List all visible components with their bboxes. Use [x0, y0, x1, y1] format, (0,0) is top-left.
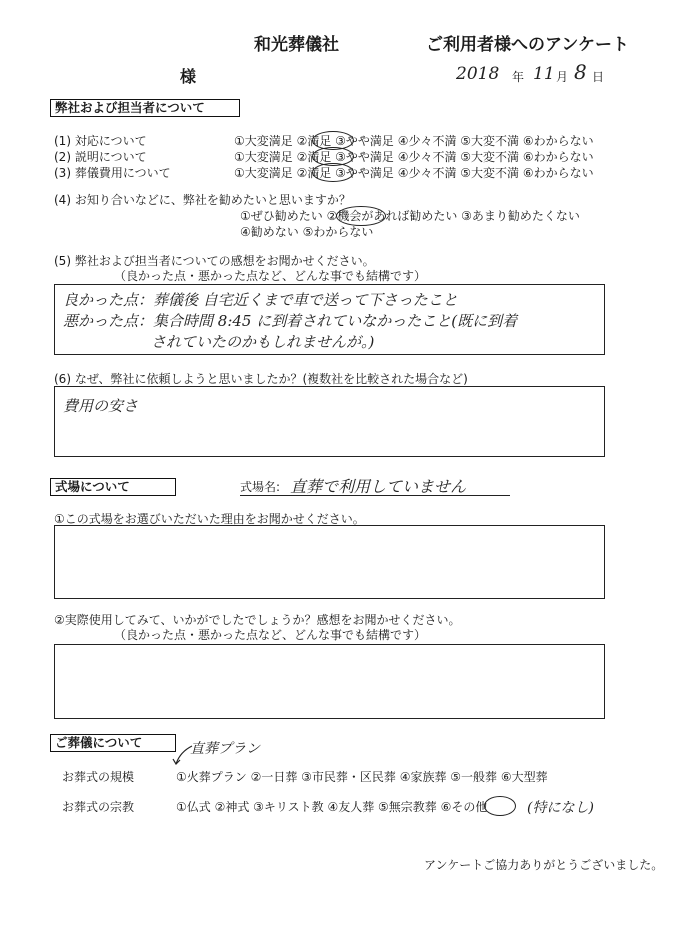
venue-label: 式場名: [240, 480, 281, 494]
selection-circle [312, 163, 354, 182]
q1-options: ①大変満足 ②満足 ③やや満足 ④少々不満 ⑤大変不満 ⑥わからない [234, 134, 594, 148]
date-day: 8 [574, 60, 587, 84]
q5-answer-line3: されていたのかもしれませんが。) [151, 333, 375, 351]
customer-sama: 様 [180, 67, 197, 86]
venue-q1-answer-box [54, 525, 605, 599]
religion-options: ①仏式 ②神式 ③キリスト教 ④友人葬 ⑤無宗教葬 ⑥その他 [176, 800, 488, 814]
date-year: 2018 [456, 64, 500, 84]
scale-options: ①火葬プラン ②一日葬 ③市民葬・区民葬 ④家族葬 ⑤一般葬 ⑥大型葬 [176, 770, 548, 784]
q6-answer-box [54, 386, 605, 457]
q4-options-line2: ④勧めない ⑤わからない [240, 225, 374, 239]
q4-label: (4) お知り合いなどに、弊社を勧めたいと思いますか？ [54, 193, 351, 207]
q4-options-line1: ①ぜひ勧めたい ②機会があれば勧めたい ③あまり勧めたくない [240, 209, 580, 223]
q2-options: ①大変満足 ②満足 ③やや満足 ④少々不満 ⑤大変不満 ⑥わからない [234, 150, 594, 164]
company-name: 和光葬儀社 [254, 35, 339, 55]
date-year-unit: 年 [512, 70, 525, 84]
selection-circle [484, 796, 516, 816]
date-month-unit: 月 [556, 70, 569, 84]
q1-label: (1) 対応について [54, 134, 147, 148]
q5-answer-line2: 悪かった点：集合時間 8:45 に到着されていなかったこと(既に到着 [63, 312, 518, 330]
date-day-unit: 日 [592, 70, 605, 84]
scale-label: お葬式の規模 [62, 770, 135, 784]
section-heading-venue: 式場について [50, 478, 176, 496]
selection-circle [336, 206, 386, 226]
q6-label: (6) なぜ、弊社に依頼しようと思いましたか？(複数社を比較された場合など) [54, 372, 468, 386]
q3-label: (3) 葬儀費用について [54, 166, 171, 180]
section-heading-company: 弊社および担当者について [50, 99, 240, 117]
section-heading-funeral: ご葬儀について [50, 734, 176, 752]
q5-answer-box [54, 284, 605, 355]
religion-label: お葬式の宗教 [62, 800, 135, 814]
q2-label: (2) 説明について [54, 150, 147, 164]
q5-subtext: （良かった点・悪かった点など、どんな事でも結構です） [114, 269, 427, 283]
date-month: 11 [533, 64, 555, 84]
footer-thanks: アンケートご協力ありがとうございました。 [424, 858, 664, 872]
venue-q1-label: ①この式場をお選びいただいた理由をお聞かせください。 [54, 512, 365, 526]
venue-underline [240, 495, 510, 496]
venue-q2-answer-box [54, 644, 605, 719]
venue-q2-label: ②実際使用してみて、いかがでしたでしょうか？感想をお聞かせください。 [54, 613, 461, 627]
q5-label: (5) 弊社および担当者についての感想をお聞かせください。 [54, 254, 375, 268]
scale-note-arrow [172, 744, 196, 766]
venue-q2-subtext: （良かった点・悪かった点など、どんな事でも結構です） [114, 628, 427, 642]
scale-note: 直葬プラン [190, 741, 260, 757]
religion-note: (特になし) [527, 800, 594, 816]
q5-answer-line1: 良かった点：葬儀後 自宅近くまで車で送って下さったこと [63, 291, 458, 309]
q3-options: ①大変満足 ②満足 ③やや満足 ④少々不満 ⑤大変不満 ⑥わからない [234, 166, 594, 180]
q6-answer: 費用の安さ [63, 397, 139, 415]
venue-answer: 直葬で利用していません [290, 477, 467, 496]
survey-title: ご利用者様へのアンケート [426, 35, 629, 55]
